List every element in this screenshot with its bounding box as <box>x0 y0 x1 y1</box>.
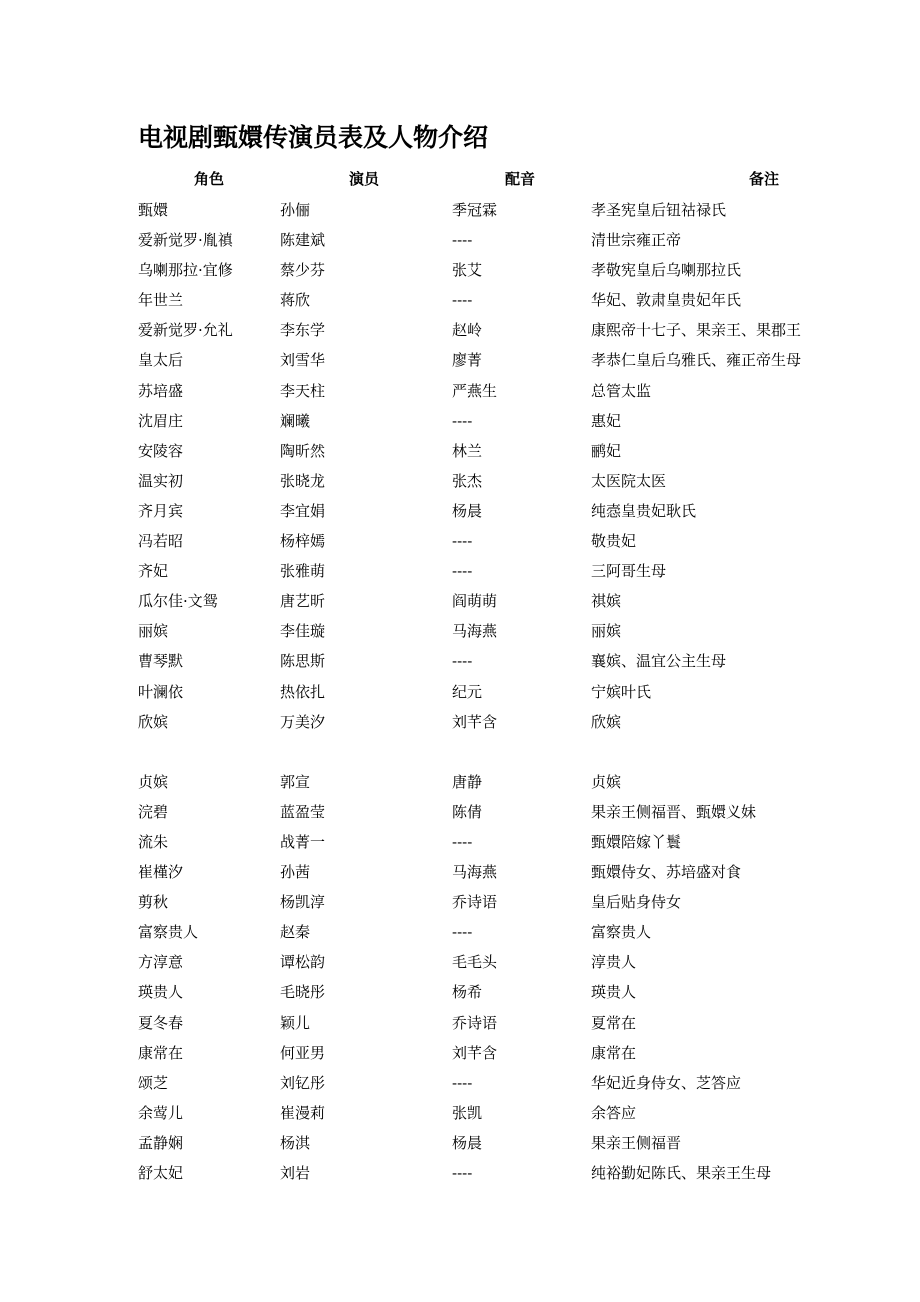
cell-voice: 杨希 <box>452 983 483 1002</box>
cell-role: 曹琴默 <box>138 652 184 671</box>
table-row <box>0 1130 920 1160</box>
cell-actor: 李宜娟 <box>280 501 326 520</box>
cell-role: 丽嫔 <box>138 622 169 641</box>
cell-note: 皇后贴身侍女 <box>591 893 682 912</box>
table-row <box>0 648 920 678</box>
cell-note: 敬贵妃 <box>591 532 637 551</box>
cell-note: 孝恭仁皇后乌雅氏、雍正帝生母 <box>591 351 802 370</box>
cell-note: 总管太监 <box>591 381 652 400</box>
cell-role: 崔槿汐 <box>138 863 184 882</box>
cell-actor: 崔漫莉 <box>280 1103 326 1122</box>
cell-voice: 林兰 <box>452 441 483 460</box>
cell-note: 甄嬛陪嫁丫鬟 <box>591 832 682 851</box>
cell-actor: 热依扎 <box>280 682 326 701</box>
cell-voice: 严燕生 <box>452 381 498 400</box>
cell-note: 果亲王侧福晋 <box>591 1133 682 1152</box>
cell-note: 纯悫皇贵妃耿氏 <box>591 501 697 520</box>
table-row <box>0 1070 920 1100</box>
cell-role: 苏培盛 <box>138 381 184 400</box>
cell-voice: 杨晨 <box>452 501 483 520</box>
cell-actor: 杨梓嫣 <box>280 532 326 551</box>
cell-actor: 陈建斌 <box>280 231 326 250</box>
cell-actor: 毛晓彤 <box>280 983 326 1002</box>
table-row <box>0 1010 920 1040</box>
cell-voice: 廖菁 <box>452 351 483 370</box>
table-row <box>0 317 920 347</box>
cell-note: 太医院太医 <box>591 471 667 490</box>
table-row <box>0 408 920 438</box>
cell-actor: 陶昕然 <box>280 441 326 460</box>
header-note: 备注 <box>749 170 780 188</box>
cell-note: 孝圣宪皇后钮祜禄氏 <box>591 201 727 219</box>
section-gap <box>0 739 920 769</box>
cell-voice: 张艾 <box>452 261 483 280</box>
cell-actor: 张晓龙 <box>280 471 326 490</box>
table-row <box>0 438 920 468</box>
cell-voice: 唐静 <box>452 772 483 791</box>
cell-actor: 颖儿 <box>280 1013 311 1032</box>
table-row <box>0 227 920 257</box>
table-row <box>0 799 920 829</box>
cell-role: 安陵容 <box>138 441 184 460</box>
cell-voice: ---- <box>452 291 473 310</box>
cell-note: 瑛贵人 <box>591 983 637 1002</box>
cell-note: 果亲王侧福晋、甄嬛义妹 <box>591 802 757 821</box>
cell-note: 孝敬宪皇后乌喇那拉氏 <box>591 261 742 280</box>
cell-actor: 孙俪 <box>280 201 311 219</box>
cell-actor: 何亚男 <box>280 1043 326 1062</box>
table-row <box>0 1160 920 1190</box>
table-row <box>0 558 920 588</box>
cell-actor: 李天柱 <box>280 381 326 400</box>
cell-note: 甄嬛侍女、苏培盛对食 <box>591 863 742 882</box>
cell-voice: 刘芊含 <box>452 712 498 731</box>
cell-role: 瓜尔佳·文鸳 <box>138 592 218 611</box>
document-title: 电视剧甄嬛传演员表及人物介绍 <box>138 123 489 152</box>
cell-voice: 乔诗语 <box>452 1013 498 1032</box>
cell-voice: 乔诗语 <box>452 893 498 912</box>
cell-role: 年世兰 <box>138 291 184 310</box>
cell-voice: ---- <box>452 1073 473 1092</box>
cell-role: 爱新觉罗·允礼 <box>138 321 233 340</box>
cell-note: 襄嫔、温宜公主生母 <box>591 652 727 671</box>
cell-role: 甄嬛 <box>138 201 169 219</box>
cell-actor: 蒋欣 <box>280 291 311 310</box>
cell-voice: ---- <box>452 832 473 851</box>
cell-role: 温实初 <box>138 471 184 490</box>
cell-role: 贞嫔 <box>138 772 169 791</box>
table-row <box>0 257 920 287</box>
cast-table-body <box>0 197 920 1190</box>
cell-actor: 赵秦 <box>280 923 311 942</box>
cell-note: 丽嫔 <box>591 622 622 641</box>
cell-actor: 郭宣 <box>280 772 311 791</box>
cell-role: 叶澜依 <box>138 682 184 701</box>
cell-note: 华妃、敦肃皇贵妃年氏 <box>591 291 742 310</box>
cell-note: 夏常在 <box>591 1013 637 1032</box>
cell-voice: 马海燕 <box>452 863 498 882</box>
cell-note: 余答应 <box>591 1103 637 1122</box>
cell-actor: 孙茜 <box>280 863 311 882</box>
cell-voice: ---- <box>452 532 473 551</box>
cell-voice: 季冠霖 <box>452 201 498 219</box>
cell-voice: ---- <box>452 231 473 250</box>
cell-voice: 纪元 <box>452 682 483 701</box>
cell-note: 惠妃 <box>591 411 622 430</box>
cell-role: 方淳意 <box>138 953 184 972</box>
cell-role: 颂芝 <box>138 1073 169 1092</box>
cell-note: 三阿哥生母 <box>591 562 667 581</box>
cell-actor: 李佳璇 <box>280 622 326 641</box>
cell-voice: 刘芊含 <box>452 1043 498 1062</box>
cell-voice: ---- <box>452 923 473 942</box>
cell-actor: 蓝盈莹 <box>280 802 326 821</box>
cell-actor: 李东学 <box>280 321 326 340</box>
cell-role: 皇太后 <box>138 351 184 370</box>
cell-actor: 斓曦 <box>280 411 311 430</box>
cell-role: 沈眉庄 <box>138 411 184 430</box>
cell-role: 欣嫔 <box>138 712 169 731</box>
header-role: 角色 <box>194 170 225 188</box>
cell-role: 乌喇那拉·宜修 <box>138 261 233 280</box>
cell-role: 齐妃 <box>138 562 169 581</box>
cell-actor: 万美汐 <box>280 712 326 731</box>
table-row <box>0 618 920 648</box>
cell-voice: 阎萌萌 <box>452 592 498 611</box>
cell-role: 孟静娴 <box>138 1133 184 1152</box>
cell-voice: ---- <box>452 652 473 671</box>
cell-note: 贞嫔 <box>591 772 622 791</box>
cell-role: 爱新觉罗·胤禛 <box>138 231 233 250</box>
table-row <box>0 1100 920 1130</box>
cell-voice: 毛毛头 <box>452 953 498 972</box>
cell-note: 纯裕勤妃陈氏、果亲王生母 <box>591 1164 772 1182</box>
cell-actor: 杨凯淳 <box>280 893 326 912</box>
cell-note: 祺嫔 <box>591 592 622 611</box>
table-row <box>0 1040 920 1070</box>
cell-voice: 陈倩 <box>452 802 483 821</box>
cell-note: 宁嫔叶氏 <box>591 682 652 701</box>
cell-role: 夏冬春 <box>138 1013 184 1032</box>
cell-role: 富察贵人 <box>138 923 199 942</box>
cell-voice: ---- <box>452 411 473 430</box>
table-row <box>0 197 920 227</box>
table-row <box>0 528 920 558</box>
cell-actor: 谭松韵 <box>280 953 326 972</box>
table-row <box>0 949 920 979</box>
cell-voice: 张杰 <box>452 471 483 490</box>
table-row <box>0 829 920 859</box>
header-actor: 演员 <box>349 170 380 188</box>
table-row <box>0 919 920 949</box>
cell-actor: 张雅萌 <box>280 562 326 581</box>
cell-note: 富察贵人 <box>591 923 652 942</box>
cell-actor: 刘钇彤 <box>280 1073 326 1092</box>
cell-role: 流朱 <box>138 832 169 851</box>
table-row <box>0 378 920 408</box>
cell-role: 浣碧 <box>138 802 169 821</box>
cell-role: 冯若昭 <box>138 532 184 551</box>
header-voice: 配音 <box>505 170 536 188</box>
cell-voice: ---- <box>452 1164 473 1182</box>
cell-actor: 刘岩 <box>280 1164 311 1182</box>
table-row <box>0 347 920 377</box>
table-row <box>0 769 920 799</box>
table-row <box>0 588 920 618</box>
cell-note: 康熙帝十七子、果亲王、果郡王 <box>591 321 802 340</box>
table-row <box>0 709 920 739</box>
cell-note: 鹂妃 <box>591 441 622 460</box>
table-row <box>0 889 920 919</box>
table-row <box>0 468 920 498</box>
cell-role: 剪秋 <box>138 893 169 912</box>
table-header <box>0 168 920 190</box>
cell-voice: 马海燕 <box>452 622 498 641</box>
cell-actor: 战菁一 <box>280 832 326 851</box>
cell-voice: 赵岭 <box>452 321 483 340</box>
cell-note: 华妃近身侍女、芝答应 <box>591 1073 742 1092</box>
cell-role: 瑛贵人 <box>138 983 184 1002</box>
cell-voice: ---- <box>452 562 473 581</box>
cell-actor: 唐艺昕 <box>280 592 326 611</box>
table-row <box>0 679 920 709</box>
cell-note: 康常在 <box>591 1043 637 1062</box>
cell-note: 清世宗雍正帝 <box>591 231 682 250</box>
cell-voice: 张凯 <box>452 1103 483 1122</box>
table-row <box>0 287 920 317</box>
cell-role: 康常在 <box>138 1043 184 1062</box>
cell-role: 余莺儿 <box>138 1103 184 1122</box>
cell-role: 齐月宾 <box>138 501 184 520</box>
cell-role: 舒太妃 <box>138 1164 184 1182</box>
table-row <box>0 498 920 528</box>
cell-actor: 刘雪华 <box>280 351 326 370</box>
cell-actor: 杨淇 <box>280 1133 311 1152</box>
cell-actor: 陈思斯 <box>280 652 326 671</box>
table-row <box>0 859 920 889</box>
cell-actor: 蔡少芬 <box>280 261 326 280</box>
cell-note: 淳贵人 <box>591 953 637 972</box>
cell-voice: 杨晨 <box>452 1133 483 1152</box>
cell-note: 欣嫔 <box>591 712 622 731</box>
table-row <box>0 979 920 1009</box>
